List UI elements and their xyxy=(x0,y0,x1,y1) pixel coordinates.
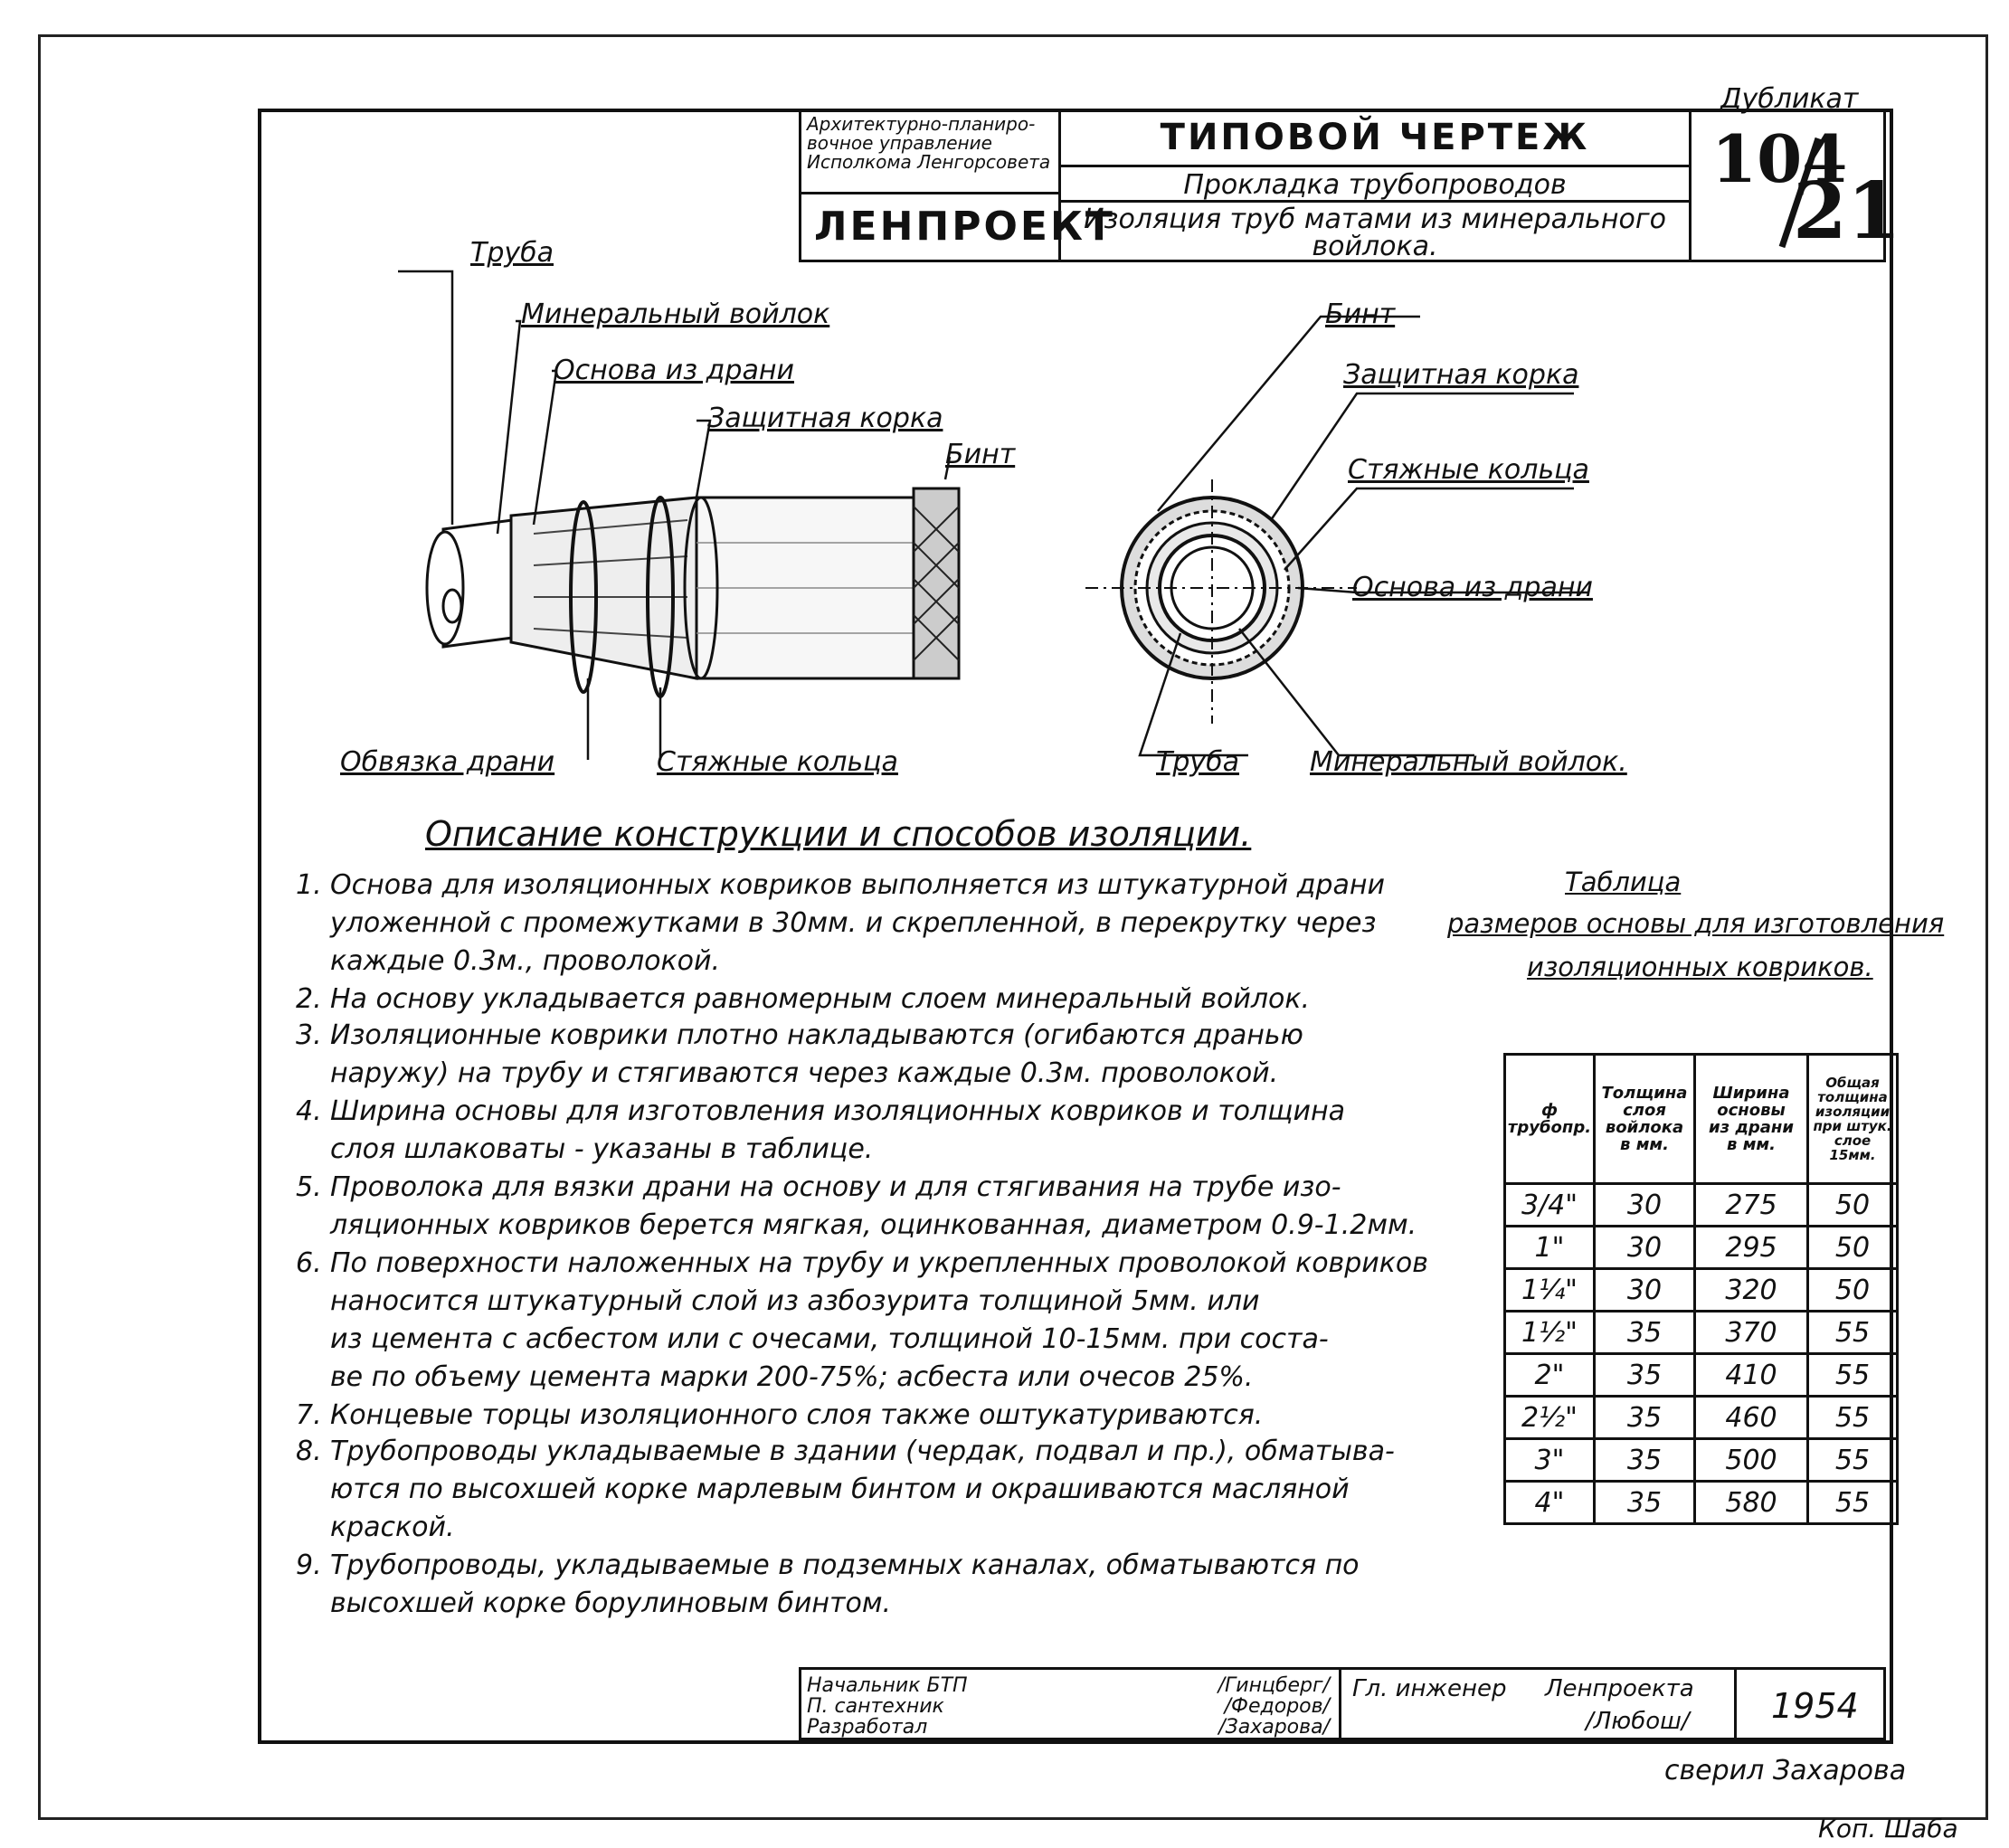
company-cell xyxy=(799,192,1115,262)
stamp-year-cell xyxy=(1734,1667,1886,1740)
sheet-number-top: 104 xyxy=(1711,120,1848,197)
title-description-line-2: войлока. xyxy=(1312,231,1438,262)
main-title-cell xyxy=(1058,109,1692,167)
item-line: По поверхности наложенных на трубу и укрепленных проволокой ковриков xyxy=(330,1247,1428,1279)
stamp-name: /Захарова/ xyxy=(1218,1716,1330,1739)
item-number: 7. xyxy=(296,1399,322,1431)
org-line-2: вочное управление xyxy=(807,132,992,154)
header-felt-thickness: Толщина слоя войлока в мм. xyxy=(1595,1055,1695,1184)
label-mesh-binding: Обвязка драни xyxy=(340,746,555,778)
table-row: 2" 35 410 55 xyxy=(1505,1354,1898,1397)
item-line: наружу) на трубу и стягиваются через каждые 0.3м. проволокой. xyxy=(330,1057,1279,1089)
table-title-1: Таблица xyxy=(1565,867,1682,897)
description-cell xyxy=(1058,200,1692,262)
stamp-role: П. сантехник xyxy=(807,1695,944,1718)
org-line-1: Архитектурно-планиро- xyxy=(807,113,1036,135)
item-number: 6. xyxy=(296,1247,322,1279)
header-base-width: Ширина основы из драни в мм. xyxy=(1695,1055,1808,1184)
description-item-1 xyxy=(296,867,1385,981)
item-line: ве по объему цемента марки 200-75%; асбеста или очесов 25%. xyxy=(330,1361,1254,1393)
label-mesh-base: Основа из драни xyxy=(554,355,794,386)
stamp-chief-name: /Любош/ xyxy=(1586,1708,1690,1735)
main-title: ТИПОВОЙ ЧЕРТЕЖ xyxy=(1160,117,1590,158)
company-name: ЛЕНПРОЕКТ xyxy=(814,204,1115,250)
org-line-3: Исполкома Ленгорсовета xyxy=(807,151,1051,173)
section-label-protective-crust: Защитная корка xyxy=(1343,359,1579,391)
pipe-end xyxy=(427,532,463,644)
item-line: Трубопроводы, укладываемые в подземных каналах, обматываются по xyxy=(330,1549,1360,1581)
description-item-6 xyxy=(296,1245,1428,1397)
description-item-4 xyxy=(296,1093,1345,1169)
sheet-number-cell xyxy=(1689,109,1901,262)
item-number: 8. xyxy=(296,1436,322,1467)
stamp-organization: Ленпроекта xyxy=(1545,1675,1694,1702)
org-cell xyxy=(799,109,1061,194)
table-row: 1¼" 30 320 50 xyxy=(1505,1269,1898,1312)
table-title-3: изоляционных ковриков. xyxy=(1527,952,1873,982)
item-number: 5. xyxy=(296,1171,322,1203)
item-line: На основу укладывается равномерным слоем минеральный войлок. xyxy=(330,983,1311,1015)
header-diameter: ф трубопр. xyxy=(1505,1055,1595,1184)
stamp-name: /Гинцберг/ xyxy=(1218,1674,1330,1697)
stamp-roles-cell xyxy=(799,1667,1341,1740)
section-label-mineral-felt: Минеральный войлок. xyxy=(1310,746,1627,778)
label-bandage: Бинт xyxy=(945,439,1016,470)
item-line: Проволока для вязки драни на основу и для стягивания на трубе изо- xyxy=(330,1171,1341,1203)
section-label-tie-rings: Стяжные кольца xyxy=(1348,454,1589,486)
subtitle-cell xyxy=(1058,165,1692,203)
table-row: 4" 35 580 55 xyxy=(1505,1482,1898,1524)
item-number: 1. xyxy=(296,869,322,901)
stamp-chief-cell xyxy=(1339,1667,1737,1740)
handwritten-verified: сверил Захарова xyxy=(1664,1755,1907,1786)
sheet-number-bottom: 21 xyxy=(1793,166,1901,257)
description-heading: Описание конструкции и способов изоляции. xyxy=(425,814,1252,854)
label-protective-crust: Защитная корка xyxy=(707,403,943,434)
item-number: 3. xyxy=(296,1019,322,1051)
item-number: 2. xyxy=(296,983,322,1015)
item-line: Основа для изоляционных ковриков выполняется из штукатурной драни xyxy=(330,869,1385,901)
item-line: краской. xyxy=(330,1512,455,1543)
stamp-name: /Федоров/ xyxy=(1224,1695,1330,1718)
item-line: Изоляционные коврики плотно накладываются (огибаются дранью xyxy=(330,1019,1303,1051)
stamp-year: 1954 xyxy=(1771,1686,1859,1726)
item-line: наносится штукатурный слой из азбозурита толщиной 5мм. или xyxy=(330,1285,1260,1317)
item-line: Трубопроводы укладываемые в здании (чердак, подвал и пр.), обматыва- xyxy=(330,1436,1395,1467)
description-item-3 xyxy=(296,1017,1303,1093)
item-line: из цемента с асбестом или с очесами, толщиной 10-15мм. при соста- xyxy=(330,1323,1329,1355)
pipe-side-view-drawing xyxy=(398,253,1049,796)
item-line: Ширина основы для изготовления изоляционных ковриков и толщина xyxy=(330,1095,1345,1127)
description-item-7 xyxy=(296,1397,1263,1435)
label-mineral-felt: Минеральный войлок xyxy=(521,299,830,330)
header-total-thickness: Общая толщина изоляции при штук. слое 15мм. xyxy=(1808,1055,1898,1184)
section-label-pipe: Труба xyxy=(1156,746,1240,778)
table-title-2: размеров основы для изготовления xyxy=(1447,908,1945,939)
dimensions-table xyxy=(1503,1053,1899,1525)
description-item-8 xyxy=(296,1433,1395,1547)
label-pipe: Труба xyxy=(470,237,554,269)
duplicate-mark: Дубликат xyxy=(1720,83,1859,115)
item-number: 9. xyxy=(296,1549,322,1581)
label-tie-rings: Стяжные кольца xyxy=(657,746,898,778)
table-row: 3" 35 500 55 xyxy=(1505,1439,1898,1482)
table-row: 2½" 35 460 55 xyxy=(1505,1397,1898,1439)
table-row: 1½" 35 370 55 xyxy=(1505,1312,1898,1354)
bandage xyxy=(914,488,959,678)
item-line: каждые 0.3м., проволокой. xyxy=(330,945,720,977)
stamp-role: Разработал xyxy=(807,1716,928,1739)
handwritten-copied: Коп. Шаба xyxy=(1818,1814,1958,1843)
item-line: уложенной с промежутками в 30мм. и скрепленной, в перекрутку через xyxy=(330,907,1377,939)
section-label-bandage: Бинт xyxy=(1325,299,1396,330)
item-line: ются по высохшей корке марлевым бинтом и окрашиваются масляной xyxy=(330,1474,1350,1505)
description-item-2 xyxy=(296,981,1310,1019)
subtitle: Прокладка трубопроводов xyxy=(1183,169,1567,201)
item-line: ляционных ковриков берется мягкая, оцинкованная, диаметром 0.9-1.2мм. xyxy=(330,1209,1417,1241)
item-number: 4. xyxy=(296,1095,322,1127)
table-row: 3/4" 30 275 50 xyxy=(1505,1184,1898,1227)
table-row: 1" 30 295 50 xyxy=(1505,1227,1898,1269)
item-line: высохшей корке борулиновым бинтом. xyxy=(330,1587,891,1619)
item-line: Концевые торцы изоляционного слоя также оштукатуриваются. xyxy=(330,1399,1264,1431)
stamp-role: Начальник БТП xyxy=(807,1674,968,1697)
stamp-chief-engineer: Гл. инженер xyxy=(1352,1675,1507,1702)
section-label-mesh-base: Основа из драни xyxy=(1352,572,1593,603)
table-header-row xyxy=(1505,1055,1898,1184)
title-description-line-1: Изоляция труб матами из минерального xyxy=(1084,204,1666,235)
description-item-5 xyxy=(296,1169,1417,1245)
description-item-9 xyxy=(296,1547,1360,1623)
item-line: слоя шлаковаты - указаны в таблице. xyxy=(330,1133,874,1165)
